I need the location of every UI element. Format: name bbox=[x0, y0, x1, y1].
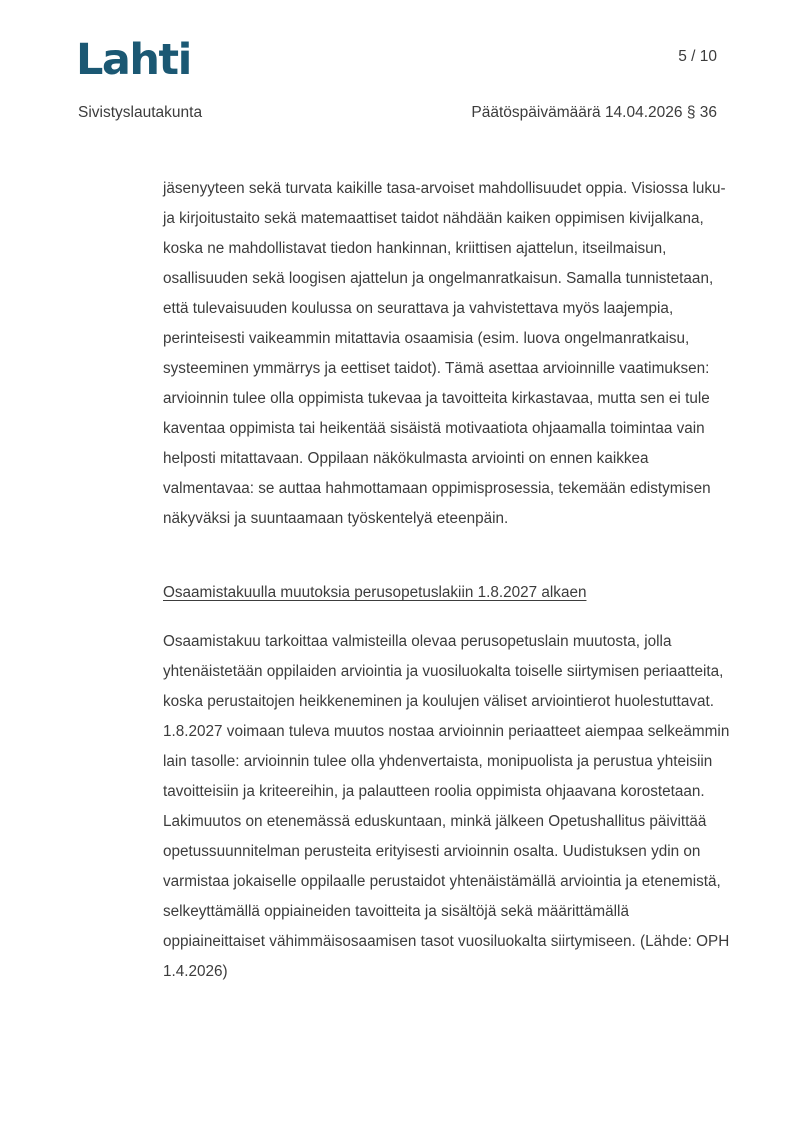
paragraph-vision-arviointi: jäsenyyteen sekä turvata kaikille tasa-arvoiset mahdollisuudet oppia. Visiossa luku- ja kirjoitustaito sekä matemaattiset taidot nähdään kaiken oppimisen kivijalkana, koska ne mahdollistavat tiedon hankinnan, kriittisen ajattelun, itseilmaisun, osallisuuden sekä loogisen ajattelun ja ongelmanratkaisun. Samalla tunnistetaan, että tulevaisuuden koulussa on seurattava ja vahvistettava myös laajempia, perinteisesti vaikeammin mitattavia osaamisia (esim. luova ongelmanratkaisu, systeeminen ymmärrys ja eettiset taidot). Tämä asettaa arvioinnille vaatimuksen: arvioinnin tulee olla oppimista tukevaa ja tavoitteita kirkastavaa, mutta sen ei tule kaventaa oppimista tai heikentää sisäistä motivaatiota ohjaamalla toimintaa vain helposti mitattavaan. Oppilaan näkökulmasta arviointi on ennen kaikkea valmentavaa: se auttaa hahmottamaan oppimisprosessia, tekemään edistymisen näkyväksi ja suuntaamaan työskentelyä eteenpäin. bbox=[163, 180, 726, 527]
lahti-logo: Lahti bbox=[76, 35, 191, 85]
section-heading-osaamistakuu: Osaamistakuulla muutoksia perusopetuslakiin 1.8.2027 alkaen bbox=[163, 584, 587, 601]
decision-date: Päätöspäivämäärä 14.04.2026 § 36 bbox=[471, 104, 717, 121]
document-body bbox=[163, 174, 733, 987]
committee-name: Sivistyslautakunta bbox=[78, 104, 203, 121]
page-number: 5 / 10 bbox=[678, 48, 717, 65]
paragraph-osaamistakuu: Osaamistakuu tarkoittaa valmisteilla olevaa perusopetuslain muutosta, jolla yhtenäistetään oppilaiden arviointia ja vuosiluokalta toiselle siirtymisen periaatteita, koska perustaitojen heikkeneminen ja koulujen väliset arviointierot huolestuttavat. 1.8.2027 voimaan tuleva muutos nostaa arvioinnin periaatteet aiempaa selkeämmin lain tasolle: arvioinnin tulee olla yhdenvertaista, monipuolista ja perustua yhteisiin tavoitteisiin ja kriteereihin, ja palautteen roolia oppimista ohjaavana korostetaan. Lakimuutos on etenemässä eduskuntaan, minkä jälkeen Opetushallitus päivittää opetussuunnitelman perusteita erityisesti arvioinnin osalta. Uudistuksen ydin on varmistaa jokaiselle oppilaalle perustaidot yhtenäistämällä arviointia ja etenemistä, selkeyttämällä oppiaineiden tavoitteita ja sisältöjä sekä määrittämällä oppiaineittaiset vähimmäisosaamisen tasot vuosiluokalta siirtymiseen. (Lähde: OPH 1.4.2026) bbox=[163, 633, 730, 980]
